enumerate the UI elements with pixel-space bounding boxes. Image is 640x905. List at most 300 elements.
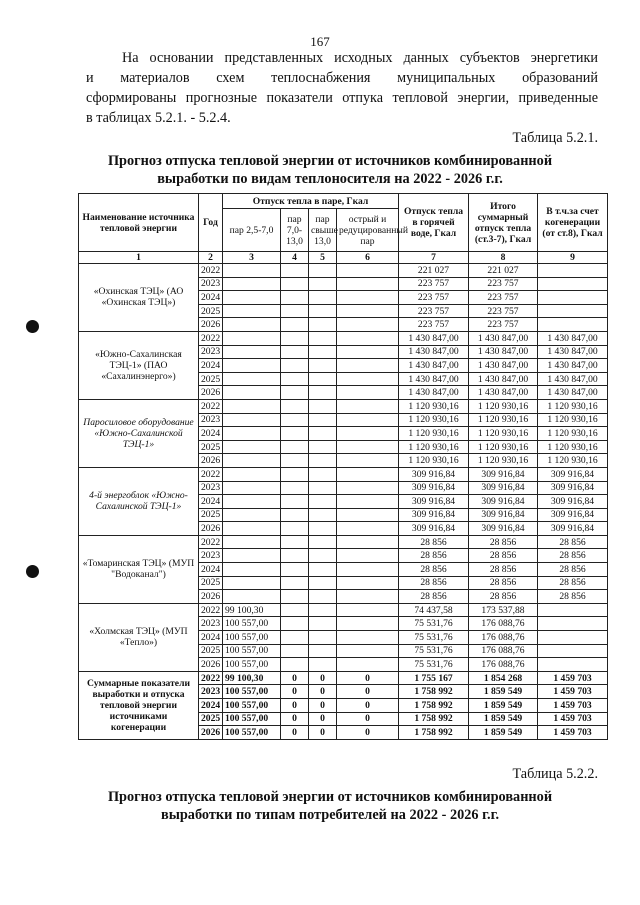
year-cell: 2023 [199,277,223,291]
value-cell-c7: 1 755 167 [399,671,469,685]
header-year: Год [199,194,223,252]
value-cell-c4 [281,427,309,441]
column-number: 7 [399,252,469,264]
value-cell-c4 [281,304,309,318]
value-cell-c8: 1 430 847,00 [469,331,538,345]
value-cell-c5 [309,481,337,495]
value-cell-c3: 99 100,30 [223,671,281,685]
value-cell-c5 [309,590,337,604]
value-cell-c4 [281,318,309,332]
value-cell-c8: 309 916,84 [469,522,538,536]
value-cell-c4 [281,535,309,549]
value-cell-c3 [223,413,281,427]
value-cell-c9: 309 916,84 [538,467,608,481]
value-cell-c9 [538,617,608,631]
value-cell-c4: 0 [281,712,309,726]
value-cell-c7: 1 120 930,16 [399,399,469,413]
year-cell: 2025 [199,712,223,726]
value-cell-c9 [538,291,608,305]
value-cell-c8: 309 916,84 [469,495,538,509]
table-row [79,671,608,685]
intro-line: и материалов схем теплоснабжения муниципальных образований [86,70,598,86]
year-cell: 2024 [199,495,223,509]
value-cell-c7: 221 027 [399,264,469,278]
value-cell-c9: 1 120 930,16 [538,454,608,468]
value-cell-c5 [309,318,337,332]
column-number: 2 [199,252,223,264]
value-cell-c7: 1 120 930,16 [399,454,469,468]
value-cell-c9: 28 856 [538,535,608,549]
year-cell: 2026 [199,386,223,400]
binder-hole-mark [26,320,39,333]
value-cell-c9: 309 916,84 [538,481,608,495]
value-cell-c8: 1 120 930,16 [469,399,538,413]
value-cell-c3 [223,399,281,413]
value-cell-c7: 75 531,76 [399,631,469,645]
value-cell-c3: 100 557,00 [223,658,281,672]
value-cell-c5 [309,549,337,563]
value-cell-c8: 1 430 847,00 [469,359,538,373]
year-cell: 2026 [199,318,223,332]
value-cell-c4 [281,399,309,413]
value-cell-c5 [309,264,337,278]
value-cell-c7: 1 430 847,00 [399,331,469,345]
value-cell-c5 [309,372,337,386]
value-cell-c9: 1 120 930,16 [538,427,608,441]
value-cell-c9: 1 459 703 [538,699,608,713]
value-cell-c4 [281,522,309,536]
value-cell-c8: 1 120 930,16 [469,440,538,454]
value-cell-c4 [281,454,309,468]
value-cell-c9: 1 459 703 [538,726,608,740]
value-cell-c5 [309,508,337,522]
value-cell-c9: 28 856 [538,549,608,563]
value-cell-c3 [223,590,281,604]
value-cell-c6 [337,277,399,291]
value-cell-c5 [309,522,337,536]
value-cell-c4 [281,603,309,617]
value-cell-c3: 100 557,00 [223,712,281,726]
value-cell-c6 [337,454,399,468]
value-cell-c7: 223 757 [399,291,469,305]
value-cell-c4 [281,277,309,291]
value-cell-c4 [281,590,309,604]
value-cell-c7: 309 916,84 [399,495,469,509]
value-cell-c9: 1 120 930,16 [538,399,608,413]
value-cell-c6 [337,345,399,359]
year-cell: 2025 [199,508,223,522]
value-cell-c6: 0 [337,699,399,713]
year-cell: 2025 [199,304,223,318]
value-cell-c7: 309 916,84 [399,467,469,481]
value-cell-c4 [281,413,309,427]
value-cell-c8: 223 757 [469,304,538,318]
year-cell: 2025 [199,372,223,386]
value-cell-c3 [223,359,281,373]
value-cell-c6 [337,291,399,305]
value-cell-c5 [309,345,337,359]
value-cell-c6 [337,535,399,549]
year-cell: 2023 [199,617,223,631]
value-cell-c5 [309,277,337,291]
value-cell-c3 [223,372,281,386]
value-cell-c6 [337,644,399,658]
value-cell-c8: 221 027 [469,264,538,278]
value-cell-c4 [281,331,309,345]
binder-hole-mark [26,565,39,578]
year-cell: 2022 [199,535,223,549]
value-cell-c4 [281,291,309,305]
column-number: 6 [337,252,399,264]
column-number: 9 [538,252,608,264]
year-cell: 2025 [199,576,223,590]
year-cell: 2026 [199,658,223,672]
value-cell-c6 [337,386,399,400]
value-cell-c3 [223,563,281,577]
value-cell-c5 [309,658,337,672]
value-cell-c6 [337,318,399,332]
column-number: 8 [469,252,538,264]
column-number: 5 [309,252,337,264]
value-cell-c3 [223,277,281,291]
intro-line: На основании представленных исходных данных субъектов энергетики [122,50,598,66]
value-cell-c9 [538,644,608,658]
value-cell-c6 [337,264,399,278]
value-cell-c5 [309,467,337,481]
year-cell: 2022 [199,331,223,345]
value-cell-c5 [309,617,337,631]
value-cell-c6 [337,399,399,413]
value-cell-c6 [337,372,399,386]
value-cell-c9: 1 430 847,00 [538,359,608,373]
value-cell-c5 [309,359,337,373]
header-steam-7-0-13-0: пар 7,0-13,0 [281,209,309,252]
table2-label: Таблица 5.2.2. [512,766,598,782]
value-cell-c4: 0 [281,671,309,685]
year-cell: 2024 [199,631,223,645]
year-cell: 2022 [199,399,223,413]
value-cell-c7: 223 757 [399,277,469,291]
table1-label: Таблица 5.2.1. [512,130,598,146]
value-cell-c7: 1 430 847,00 [399,359,469,373]
value-cell-c7: 1 120 930,16 [399,413,469,427]
year-cell: 2023 [199,685,223,699]
value-cell-c8: 1 430 847,00 [469,372,538,386]
table1-title-line: Прогноз отпуска тепловой энергии от источников комбинированной [107,153,553,169]
value-cell-c6 [337,413,399,427]
value-cell-c7: 1 758 992 [399,712,469,726]
value-cell-c8: 309 916,84 [469,508,538,522]
value-cell-c7: 309 916,84 [399,508,469,522]
column-number: 3 [223,252,281,264]
value-cell-c7: 309 916,84 [399,522,469,536]
intro-paragraph [86,48,598,128]
value-cell-c4 [281,576,309,590]
value-cell-c7: 1 120 930,16 [399,427,469,441]
year-cell: 2026 [199,590,223,604]
value-cell-c8: 1 859 549 [469,712,538,726]
table-row [79,603,608,617]
value-cell-c7: 1 430 847,00 [399,345,469,359]
value-cell-c8: 223 757 [469,277,538,291]
value-cell-c5 [309,304,337,318]
header-hot-water: Отпуск тепла в горячей воде, Гкал [399,194,469,252]
value-cell-c3 [223,522,281,536]
value-cell-c9: 1 120 930,16 [538,440,608,454]
value-cell-c3 [223,440,281,454]
value-cell-c8: 28 856 [469,563,538,577]
value-cell-c8: 176 088,76 [469,658,538,672]
intro-line: в таблицах 5.2.1. - 5.2.4. [86,110,231,126]
value-cell-c5 [309,631,337,645]
year-cell: 2024 [199,359,223,373]
value-cell-c6: 0 [337,726,399,740]
year-cell: 2024 [199,427,223,441]
value-cell-c6 [337,522,399,536]
value-cell-c9: 1 430 847,00 [538,372,608,386]
value-cell-c3: 100 557,00 [223,644,281,658]
value-cell-c4 [281,345,309,359]
value-cell-c5 [309,644,337,658]
year-cell: 2026 [199,726,223,740]
value-cell-c8: 1 859 549 [469,726,538,740]
value-cell-c3 [223,345,281,359]
value-cell-c6 [337,331,399,345]
value-cell-c3 [223,467,281,481]
year-cell: 2023 [199,481,223,495]
year-cell: 2024 [199,291,223,305]
value-cell-c6 [337,563,399,577]
value-cell-c9: 1 430 847,00 [538,386,608,400]
value-cell-c9: 1 430 847,00 [538,345,608,359]
year-cell: 2023 [199,413,223,427]
year-cell: 2022 [199,671,223,685]
value-cell-c8: 223 757 [469,318,538,332]
value-cell-c3: 100 557,00 [223,699,281,713]
value-cell-c4 [281,440,309,454]
table1-title-line: выработки по видам теплоносителя на 2022 - 2026 г.г. [157,171,503,187]
value-cell-c5: 0 [309,685,337,699]
value-cell-c6: 0 [337,671,399,685]
value-cell-c4 [281,658,309,672]
value-cell-c6 [337,631,399,645]
value-cell-c5: 0 [309,726,337,740]
value-cell-c8: 1 120 930,16 [469,413,538,427]
heat-supply-forecast-table [78,193,608,740]
value-cell-c9: 28 856 [538,590,608,604]
value-cell-c4: 0 [281,699,309,713]
table2-title-line: выработки по типам потребителей на 2022 - 2026 г.г. [160,807,500,823]
value-cell-c7: 1 758 992 [399,685,469,699]
header-steam-over-13-0: пар свыше 13,0 [309,209,337,252]
value-cell-c6 [337,440,399,454]
value-cell-c3 [223,291,281,305]
value-cell-c6 [337,304,399,318]
value-cell-c3 [223,481,281,495]
value-cell-c5 [309,291,337,305]
value-cell-c8: 1 120 930,16 [469,427,538,441]
value-cell-c8: 309 916,84 [469,467,538,481]
value-cell-c5: 0 [309,699,337,713]
source-name-cell: «Томаринская ТЭЦ» (МУП "Водоканал") [79,535,199,603]
intro-line: сформированы прогнозные показатели отпука тепловой энергии, приведенные [86,90,598,106]
value-cell-c7: 1 758 992 [399,699,469,713]
value-cell-c4 [281,495,309,509]
value-cell-c3 [223,318,281,332]
value-cell-c9 [538,603,608,617]
value-cell-c8: 28 856 [469,549,538,563]
value-cell-c8: 1 430 847,00 [469,345,538,359]
value-cell-c6 [337,590,399,604]
value-cell-c3 [223,386,281,400]
value-cell-c7: 75 531,76 [399,617,469,631]
value-cell-c4 [281,359,309,373]
value-cell-c7: 1 120 930,16 [399,440,469,454]
year-cell: 2024 [199,699,223,713]
value-cell-c7: 75 531,76 [399,644,469,658]
column-number: 1 [79,252,199,264]
value-cell-c4 [281,264,309,278]
value-cell-c3: 100 557,00 [223,631,281,645]
value-cell-c5 [309,386,337,400]
year-cell: 2025 [199,644,223,658]
table-row [79,331,608,345]
value-cell-c6 [337,658,399,672]
table1-title [70,152,590,188]
table2-title-line: Прогноз отпуска тепловой энергии от источников комбинированной [107,789,553,805]
year-cell: 2024 [199,563,223,577]
value-cell-c4: 0 [281,726,309,740]
value-cell-c5: 0 [309,712,337,726]
value-cell-c4 [281,563,309,577]
header-source: Наименование источника тепловой энергии [79,194,199,252]
value-cell-c7: 309 916,84 [399,481,469,495]
value-cell-c6 [337,549,399,563]
source-name-cell: «Охинская ТЭЦ» (АО «Охинская ТЭЦ») [79,264,199,332]
value-cell-c5 [309,440,337,454]
year-cell: 2023 [199,549,223,563]
value-cell-c5 [309,495,337,509]
value-cell-c3 [223,495,281,509]
value-cell-c6 [337,495,399,509]
value-cell-c7: 28 856 [399,563,469,577]
value-cell-c5 [309,454,337,468]
value-cell-c4 [281,481,309,495]
value-cell-c3: 99 100,30 [223,603,281,617]
value-cell-c5: 0 [309,671,337,685]
value-cell-c9 [538,318,608,332]
value-cell-c5 [309,603,337,617]
value-cell-c9: 1 459 703 [538,712,608,726]
value-cell-c7: 75 531,76 [399,658,469,672]
value-cell-c9: 1 430 847,00 [538,331,608,345]
value-cell-c9: 309 916,84 [538,495,608,509]
value-cell-c4 [281,386,309,400]
value-cell-c4 [281,644,309,658]
year-cell: 2022 [199,467,223,481]
value-cell-c9 [538,658,608,672]
value-cell-c9: 309 916,84 [538,522,608,536]
value-cell-c9 [538,277,608,291]
column-number: 4 [281,252,309,264]
value-cell-c4 [281,372,309,386]
value-cell-c8: 1 854 268 [469,671,538,685]
value-cell-c4 [281,631,309,645]
value-cell-c8: 309 916,84 [469,481,538,495]
value-cell-c6 [337,467,399,481]
table2-title [70,788,590,824]
value-cell-c7: 28 856 [399,576,469,590]
year-cell: 2022 [199,264,223,278]
value-cell-c3 [223,454,281,468]
value-cell-c9: 28 856 [538,576,608,590]
value-cell-c6 [337,359,399,373]
value-cell-c8: 1 859 549 [469,685,538,699]
value-cell-c3 [223,508,281,522]
value-cell-c5 [309,563,337,577]
value-cell-c5 [309,331,337,345]
value-cell-c8: 28 856 [469,535,538,549]
value-cell-c8: 28 856 [469,576,538,590]
value-cell-c9: 1 459 703 [538,671,608,685]
value-cell-c3 [223,331,281,345]
value-cell-c4 [281,617,309,631]
value-cell-c7: 1 430 847,00 [399,386,469,400]
year-cell: 2026 [199,522,223,536]
value-cell-c7: 223 757 [399,318,469,332]
source-name-cell: 4-й энергоблок «Южно-Сахалинской ТЭЦ-1» [79,467,199,535]
source-name-cell: «Южно-Сахалинская ТЭЦ-1» (ПАО «Сахалинэнерго») [79,331,199,399]
value-cell-c3 [223,549,281,563]
table-row [79,535,608,549]
value-cell-c9: 309 916,84 [538,508,608,522]
value-cell-c5 [309,413,337,427]
value-cell-c5 [309,399,337,413]
value-cell-c8: 1 120 930,16 [469,454,538,468]
value-cell-c7: 74 437,58 [399,603,469,617]
source-name-cell: «Холмская ТЭЦ» (МУП «Тепло») [79,603,199,671]
value-cell-c3 [223,576,281,590]
year-cell: 2025 [199,440,223,454]
value-cell-c9 [538,631,608,645]
value-cell-c6 [337,603,399,617]
value-cell-c8: 223 757 [469,291,538,305]
header-steam-2-5-7-0: пар 2,5-7,0 [223,209,281,252]
value-cell-c6 [337,508,399,522]
table-row [79,467,608,481]
value-cell-c6 [337,617,399,631]
page-number: 167 [310,34,330,49]
year-cell: 2026 [199,454,223,468]
value-cell-c7: 28 856 [399,549,469,563]
value-cell-c9 [538,264,608,278]
value-cell-c3 [223,264,281,278]
value-cell-c8: 176 088,76 [469,631,538,645]
value-cell-c3: 100 557,00 [223,617,281,631]
table-row [79,264,608,278]
header-total: Итого суммарный отпуск тепла (ст.3-7), Гкал [469,194,538,252]
value-cell-c7: 223 757 [399,304,469,318]
value-cell-c4 [281,508,309,522]
header-sharp-steam: острый и редуцированный пар [337,209,399,252]
value-cell-c8: 1 430 847,00 [469,386,538,400]
value-cell-c7: 1 430 847,00 [399,372,469,386]
value-cell-c6 [337,481,399,495]
value-cell-c8: 173 537,88 [469,603,538,617]
header-cogeneration: В т.ч.за счет когенерации (от ст.8), Гкал [538,194,608,252]
value-cell-c6: 0 [337,685,399,699]
source-name-cell: Суммарные показатели выработки и отпуска тепловой энергии источниками когенерации [79,671,199,739]
